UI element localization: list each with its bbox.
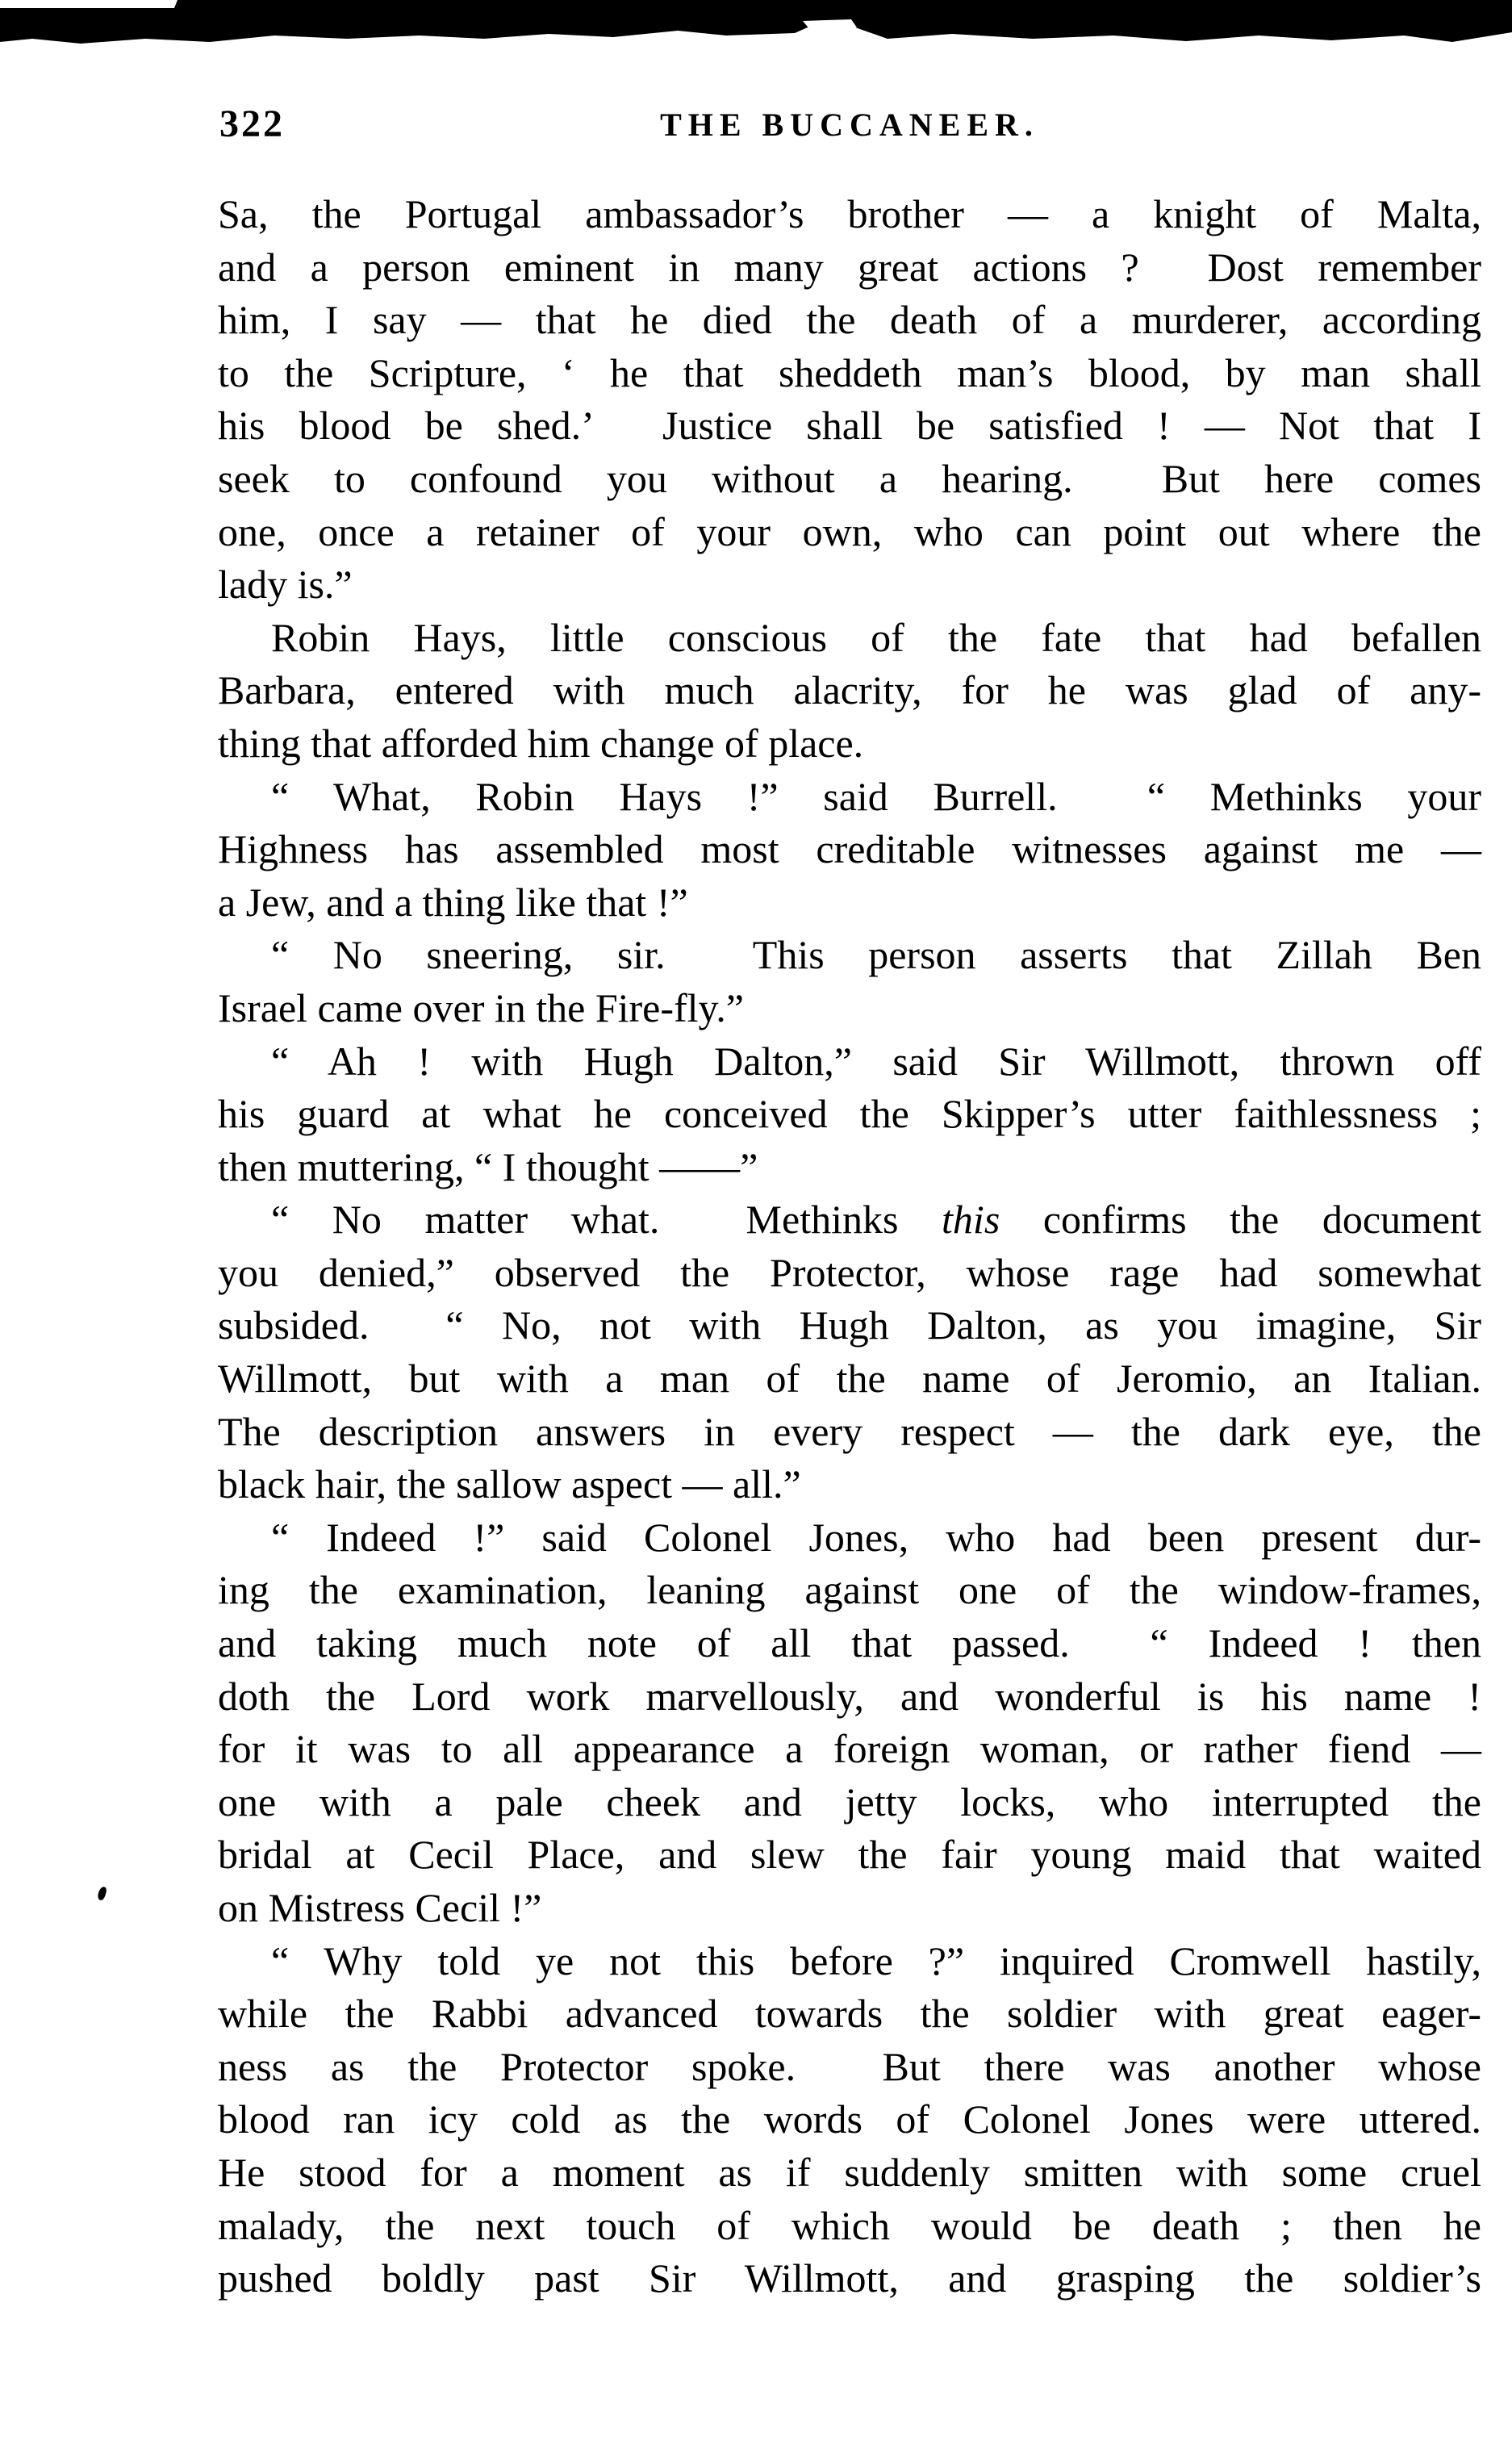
text-line: and a person eminent in many great actions ? Dost remember xyxy=(218,244,1481,290)
text-line: then muttering, “ I thought ——” xyxy=(218,1143,758,1189)
text-line: black hair, the sallow aspect — all.” xyxy=(218,1461,801,1507)
text-line: ness as the Protector spoke. But there was another whose xyxy=(218,2043,1481,2089)
text-line: his guard at what he conceived the Skipper’s utter faithlessness ; xyxy=(218,1091,1481,1137)
text-line: He stood for a moment as if suddenly smitten with some cruel xyxy=(218,2149,1481,2195)
text-line: “ Why told ye not this before ?” inquired Cromwell hastily, xyxy=(271,1937,1481,1983)
text-line: you denied,” observed the Protector, whose rage had somewhat xyxy=(218,1249,1481,1295)
text-line: Israel came over in the Fire-fly.” xyxy=(218,984,745,1030)
text-line: Barbara, entered with much alacrity, for he was glad of any- xyxy=(218,667,1481,713)
text-line: “ Ah ! with Hugh Dalton,” said Sir Willmott, thrown off xyxy=(271,1038,1481,1084)
ink-speck xyxy=(97,1886,107,1901)
text-line: on Mistress Cecil !” xyxy=(218,1885,542,1930)
text-line: malady, the next touch of which would be death ; then he xyxy=(218,2202,1481,2248)
text-line: lady is.” xyxy=(218,562,353,608)
running-title: THE BUCCANEER. xyxy=(660,107,1039,143)
page-header xyxy=(218,102,1481,147)
text-line: ing the examination, leaning against one of the window-frames, xyxy=(218,1567,1481,1613)
text-line: seek to confound you without a hearing. But here comes xyxy=(218,455,1481,501)
text-line: Highness has assembled most creditable witnesses against me — xyxy=(218,826,1481,872)
text-line: pushed boldly past Sir Willmott, and grasping the soldier’s xyxy=(218,2255,1481,2301)
text-line: Sa, the Portugal ambassador’s brother — a knight of Malta, xyxy=(218,191,1481,236)
text-line: a Jew, and a thing like that !” xyxy=(218,879,688,925)
text-line: “ No sneering, sir. This person asserts that Zillah Ben xyxy=(271,932,1481,978)
text-line: to the Scripture, ‘ he that sheddeth man’s blood, by man shall xyxy=(218,349,1481,395)
text-line: Robin Hays, little conscious of the fate that had befallen xyxy=(271,614,1481,660)
page-number: 322 xyxy=(219,102,285,145)
text-line: The description answers in every respect — the dark eye, the xyxy=(218,1408,1481,1454)
text-line: his blood be shed.’ Justice shall be satisfied ! — Not that I xyxy=(218,403,1481,449)
text-line: “ Indeed !” said Colonel Jones, who had been present dur- xyxy=(271,1514,1481,1560)
body-text xyxy=(218,188,1481,2305)
text-line: and taking much note of all that passed. “ Indeed ! then xyxy=(218,1620,1481,1666)
text-line: subsided. “ No, not with Hugh Dalton, as you imagine, Sir xyxy=(218,1302,1481,1348)
text-line: one, once a retainer of your own, who can point out where the xyxy=(218,508,1481,554)
text-line: blood ran icy cold as the words of Colonel Jones were uttered. xyxy=(218,2096,1481,2142)
text-line: for it was to all appearance a foreign woman, or rather fiend — xyxy=(218,1726,1481,1772)
text-line: thing that afforded him change of place. xyxy=(218,720,864,766)
text-line: bridal at Cecil Place, and slew the fair young maid that waited xyxy=(218,1832,1481,1878)
scan-artifact-shape xyxy=(0,0,1512,48)
text-line: Willmott, but with a man of the name of Jeromio, an Italian. xyxy=(218,1356,1481,1402)
text-line: one with a pale cheek and jetty locks, who interrupted the xyxy=(218,1778,1481,1824)
scan-artifact-top-bar xyxy=(0,0,1512,48)
text-line: “ What, Robin Hays !” said Burrell. “ Methinks your xyxy=(271,773,1481,819)
text-line: him, I say — that he died the death of a murderer, according xyxy=(218,297,1481,343)
text-line: “ No matter what. Methinks this confirms the document xyxy=(271,1197,1481,1243)
text-line: doth the Lord work marvellously, and wonderful is his name ! xyxy=(218,1673,1481,1719)
text-line: while the Rabbi advanced towards the soldier with great eager- xyxy=(218,1991,1481,2037)
